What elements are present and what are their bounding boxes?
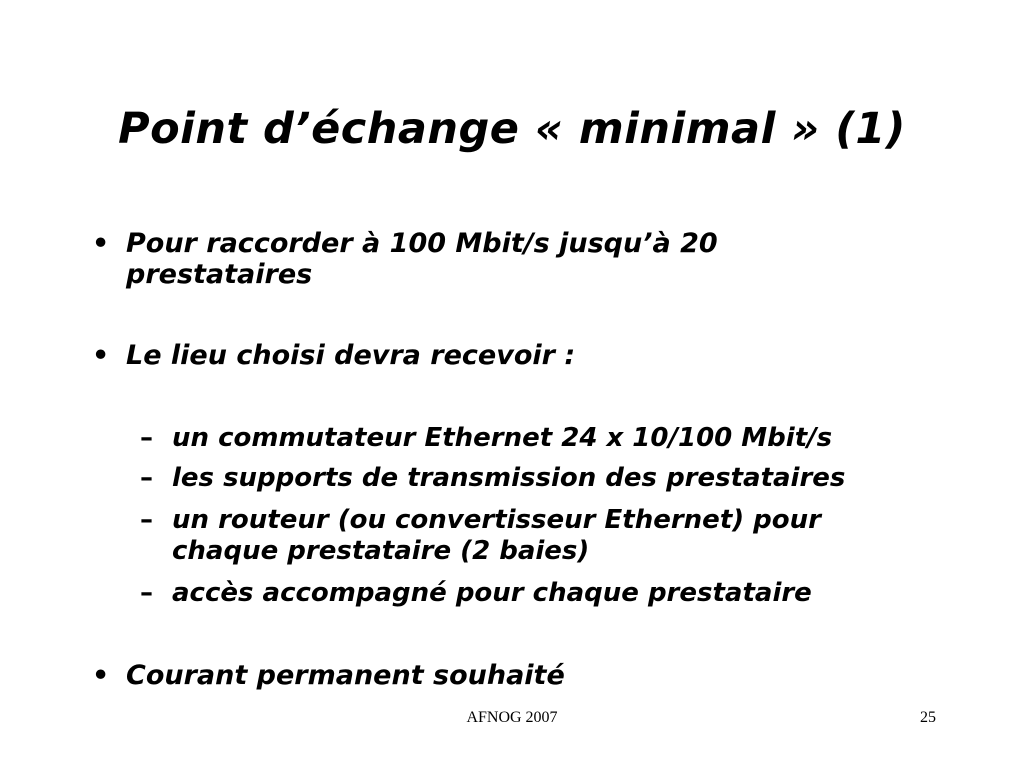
dash-mark: – (140, 505, 153, 535)
bullet-mark: • (92, 660, 110, 691)
sub-item (140, 463, 940, 494)
sub-item-text: un routeur (ou convertisseur Ethernet) pour chaque prestataire (2 baies) (172, 505, 821, 566)
bullet-mark: • (92, 228, 110, 259)
dash-mark: – (140, 463, 153, 493)
dash-mark: – (140, 423, 153, 453)
bullet-item (92, 340, 932, 371)
bullet-item (92, 660, 932, 691)
sub-item-text: un commutateur Ethernet 24 x 10/100 Mbit/s (172, 423, 833, 453)
sub-item (140, 505, 900, 567)
sub-item (140, 578, 940, 609)
sub-item-text: les supports de transmission des prestataires (172, 463, 846, 493)
footer-label: AFNOG 2007 (466, 709, 558, 726)
sub-item-text: accès accompagné pour chaque prestataire (172, 578, 812, 608)
bullet-text: Pour raccorder à 100 Mbit/s jusqu’à 20 prestataires (126, 228, 718, 290)
bullet-mark: • (92, 340, 110, 371)
bullet-text: Courant permanent souhaité (126, 660, 565, 691)
bullet-text: Le lieu choisi devra recevoir : (126, 340, 576, 371)
page-number: 25 (920, 709, 936, 726)
dash-mark: – (140, 578, 153, 608)
bullet-item (92, 228, 792, 290)
sub-item (140, 423, 940, 454)
slide-title: Point d’échange « minimal » (1) (118, 104, 906, 154)
